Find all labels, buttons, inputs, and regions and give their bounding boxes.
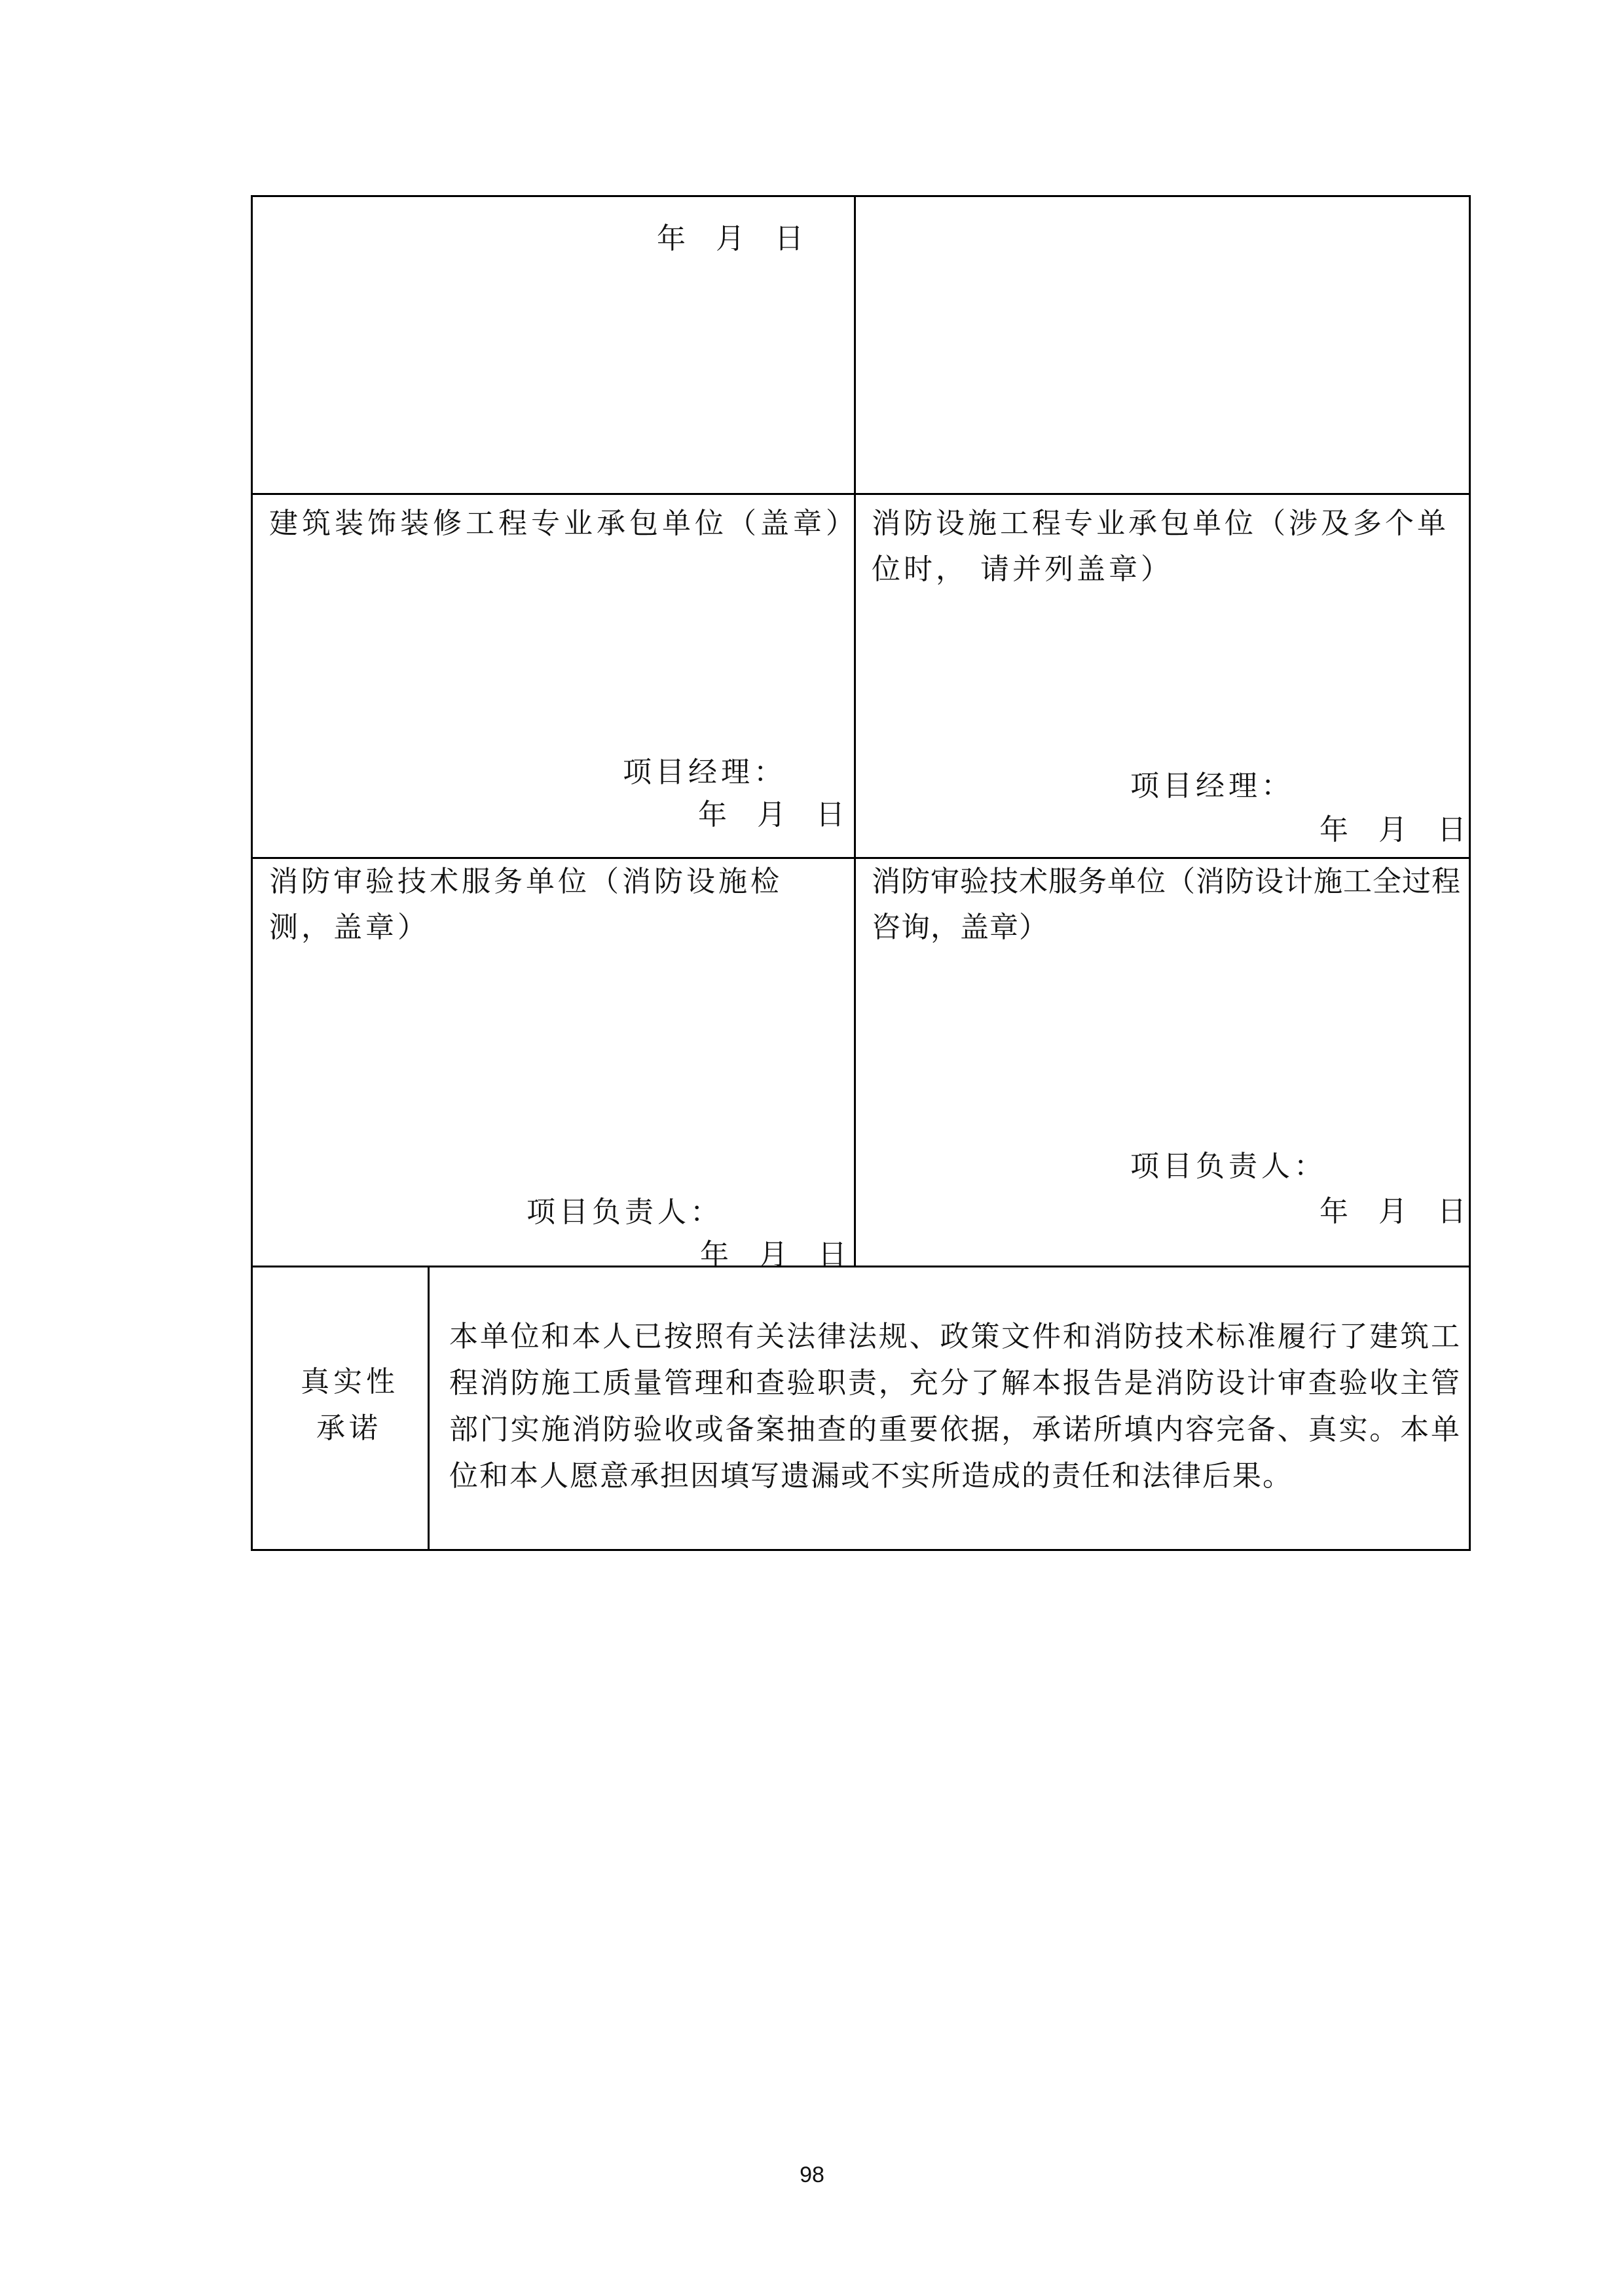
date-month: 月 bbox=[1378, 1195, 1407, 1228]
decoration-contractor-cell bbox=[253, 495, 858, 857]
promise-label-line1: 真实性 bbox=[301, 1365, 399, 1398]
decoration-contractor-title: 建筑装饰装修工程专业承包单位（盖章） bbox=[269, 507, 858, 540]
promise-label-cell bbox=[253, 1267, 428, 1549]
date-day: 日 bbox=[775, 222, 803, 255]
date-month: 月 bbox=[759, 1238, 788, 1271]
date-day: 日 bbox=[1437, 813, 1466, 847]
fire-facility-contractor-title: 消防设施工程专业承包单位（涉及多个单位时， 请并列盖章） bbox=[872, 507, 1449, 586]
date-year: 年 bbox=[657, 222, 686, 255]
inspection-project-lead-label: 项目负责人： bbox=[526, 1195, 723, 1229]
promise-statement: 本单位和本人已按照有关法律法规、政策文件和消防技术标准履行了建筑工程消防施工质量管理和查验职责，充分了解本报告是消防设计审查验收主管部门实施消防验收或备案抽查的重要依据，承诺所填内容完备、真实。本单位和本人愿意承担因填写遗漏或不实所造成的责任和法律后果。 bbox=[449, 1320, 1461, 1493]
date-line bbox=[657, 219, 803, 259]
top-left-cell bbox=[253, 197, 854, 493]
decoration-project-manager-label: 项目经理： bbox=[623, 756, 786, 789]
promise-label-line2: 承诺 bbox=[316, 1412, 382, 1445]
date-year: 年 bbox=[1320, 813, 1348, 847]
date-day: 日 bbox=[1437, 1195, 1466, 1228]
date-day: 日 bbox=[816, 798, 845, 831]
consulting-service-cell bbox=[856, 859, 1469, 1266]
date-year: 年 bbox=[1320, 1195, 1348, 1228]
promise-text-cell bbox=[430, 1267, 1469, 1549]
top-right-cell bbox=[856, 197, 1469, 493]
date-line bbox=[1320, 811, 1466, 850]
date-day: 日 bbox=[818, 1238, 847, 1271]
acceptance-form-table bbox=[251, 195, 1471, 1551]
date-year: 年 bbox=[698, 798, 727, 831]
date-year: 年 bbox=[700, 1238, 729, 1271]
date-month: 月 bbox=[1378, 813, 1407, 847]
date-month: 月 bbox=[757, 798, 786, 831]
page-number: 98 bbox=[800, 2162, 824, 2187]
fire-facility-contractor-cell bbox=[856, 495, 1469, 857]
consulting-service-title: 消防审验技术服务单位（消防设计施工全过程咨询，盖章） bbox=[872, 865, 1461, 944]
date-month: 月 bbox=[716, 222, 745, 255]
fire-facility-project-manager-label: 项目经理： bbox=[1130, 769, 1294, 803]
consulting-project-lead-label: 项目负责人： bbox=[1130, 1150, 1327, 1183]
date-line bbox=[1320, 1192, 1466, 1231]
date-line bbox=[698, 795, 845, 835]
inspection-service-title: 消防审验技术服务单位（消防设施检测，盖章） bbox=[269, 865, 783, 944]
inspection-service-cell bbox=[253, 859, 854, 1271]
